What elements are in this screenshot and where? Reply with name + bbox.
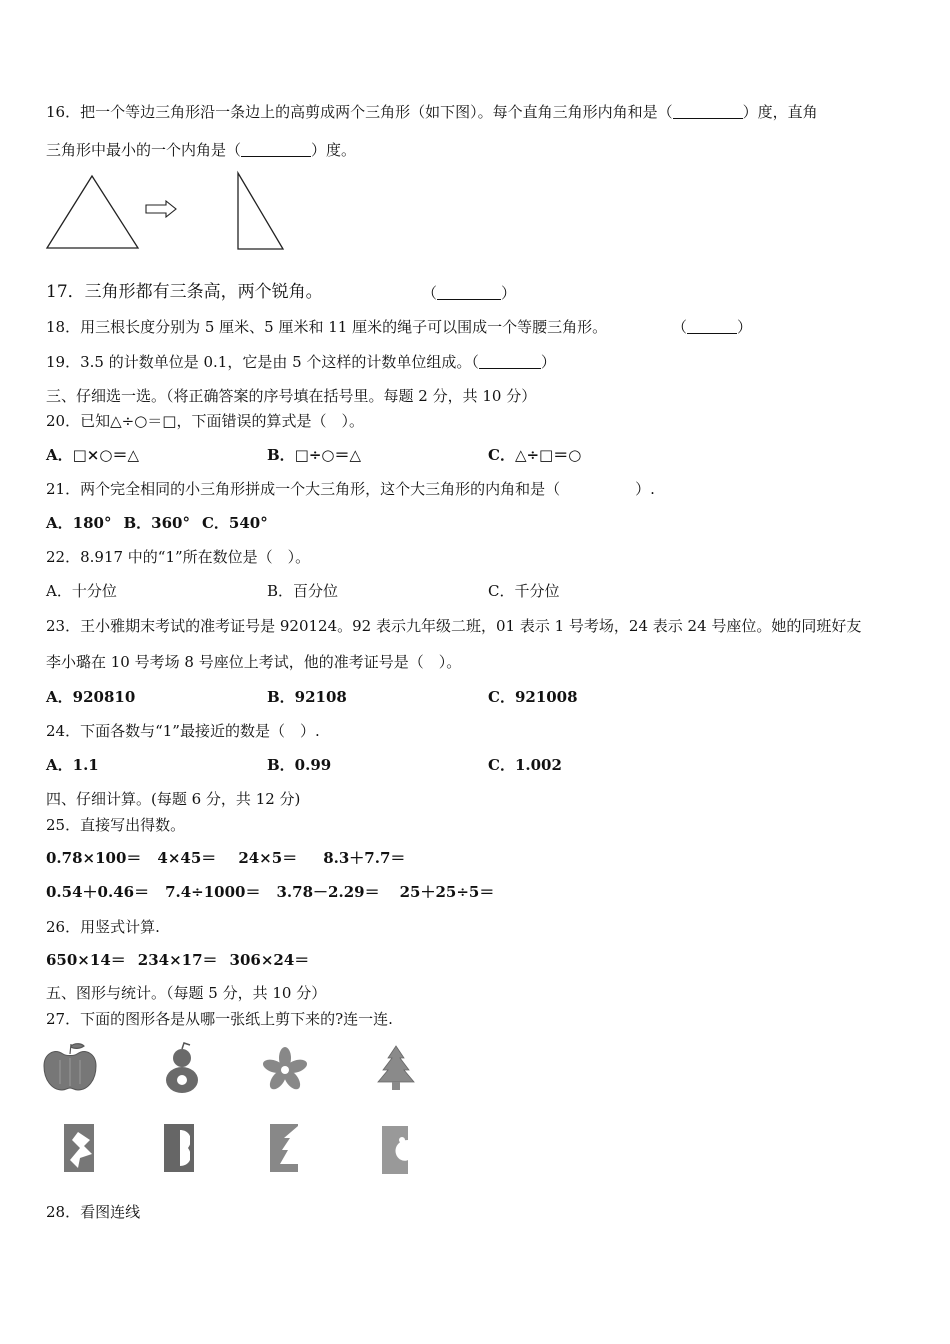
q17 [46, 282, 323, 302]
calc-item: 24×5＝ [238, 849, 298, 867]
q25-row1 [46, 848, 405, 868]
q16-text2-end: ）度。 [311, 141, 357, 159]
q16-text2: 三角形中最小的一个内角是（ [46, 141, 242, 159]
q17-blank[interactable] [437, 285, 501, 300]
q22-option-c[interactable]: C．千分位 [488, 582, 560, 600]
calc-item: 306×24＝ [229, 951, 310, 969]
q16-blank-1[interactable] [673, 104, 743, 119]
gourd-shape-icon[interactable] [166, 1043, 198, 1093]
q26: 26．用竖式计算. [46, 918, 160, 936]
q23-line1: 23．王小雅期末考试的准考证号是 920124。92 表示九年级二班，01 表示 1 号考场，24 表示 24 号座位。她的同班好友 [46, 617, 862, 635]
calc-item: 4×45＝ [157, 849, 217, 867]
q16-text-end: ）度，直角 [742, 103, 818, 121]
q21-option-c[interactable]: C．540° [201, 514, 268, 532]
q25: 25．直接写出得数。 [46, 816, 186, 834]
tree-shape-icon[interactable] [378, 1046, 414, 1090]
q19 [46, 352, 556, 372]
apple-shape-icon[interactable] [44, 1044, 96, 1090]
q21-option-a[interactable]: A．180° [46, 514, 112, 532]
q18 [46, 317, 607, 337]
q17-paren-close: ） [501, 284, 517, 302]
q17-text: 17．三角形都有三条高，两个锐角。 [46, 282, 323, 302]
q28: 28．看图连线 [46, 1203, 141, 1221]
q25-row2 [46, 882, 494, 902]
calc-item: 234×17＝ [137, 951, 218, 969]
q27-shapes-row [40, 1040, 440, 1100]
q17-paren-open: （ [422, 284, 438, 302]
section5-heading: 五、图形与统计。（每题 5 分，共 10 分） [46, 984, 327, 1002]
q22-option-b[interactable]: B．百分位 [267, 582, 339, 600]
q23-option-c[interactable]: C．921008 [488, 688, 578, 706]
q22-option-a[interactable]: A．十分位 [46, 582, 117, 600]
q16-line1 [46, 102, 818, 122]
right-triangle [238, 173, 283, 249]
q17-answer [422, 283, 516, 303]
paper-c-icon[interactable] [270, 1124, 298, 1172]
q18-paren-close: ） [737, 318, 753, 336]
calc-item: 25＋25÷5＝ [399, 883, 495, 901]
q24-option-b[interactable]: B．0.99 [267, 756, 332, 774]
q20-option-a[interactable]: A．□×○＝△ [46, 446, 140, 464]
flower-shape-icon[interactable] [261, 1047, 308, 1092]
q18-paren-open: （ [672, 318, 688, 336]
q21: 21．两个完全相同的小三角形拼成一个大三角形，这个大三角形的内角和是（ ）. [46, 480, 655, 498]
q24-option-a[interactable]: A．1.1 [46, 756, 99, 774]
calc-item: 7.4÷1000＝ [165, 883, 261, 901]
q16-line2 [46, 140, 356, 160]
q19-paren-close: ） [540, 353, 556, 371]
q21-options [46, 513, 268, 533]
calc-item: 650×14＝ [46, 951, 126, 969]
calc-item: 8.3＋7.7＝ [323, 849, 406, 867]
q18-answer [672, 317, 752, 337]
calc-item: 3.78－2.29＝ [276, 883, 380, 901]
paper-b-icon[interactable] [164, 1124, 194, 1172]
q22: 22．8.917 中的“1”所在数位是（ ）。 [46, 548, 311, 566]
q26-items [46, 950, 309, 970]
q16-figure [40, 168, 300, 258]
section3-heading: 三、仔细选一选。（将正确答案的序号填在括号里。每题 2 分，共 10 分） [46, 387, 537, 405]
q21-option-b[interactable]: B．360° [123, 514, 190, 532]
calc-item: 0.54＋0.46＝ [46, 883, 150, 901]
q20: 20．已知△÷○＝□，下面错误的算式是（ ）。 [46, 412, 364, 430]
q19-blank[interactable] [479, 354, 541, 369]
q18-text: 18．用三根长度分别为 5 厘米、5 厘米和 11 厘米的绳子可以围成一个等腰三角形。 [46, 318, 608, 336]
section4-heading: 四、仔细计算。(每题 6 分，共 12 分) [46, 790, 301, 808]
q16-text: 16．把一个等边三角形沿一条边上的高剪成两个三角形（如下图）。每个直角三角形内角和是（ [46, 103, 673, 121]
q20-option-b[interactable]: B．□÷○＝△ [267, 446, 362, 464]
q27: 27．下面的图形各是从哪一张纸上剪下来的?连一连. [46, 1010, 393, 1028]
q16-blank-2[interactable] [241, 142, 311, 157]
equilateral-triangle [47, 176, 138, 248]
arrow-right-icon [146, 201, 176, 217]
q23-line2: 李小璐在 10 号考场 8 号座位上考试，他的准考证号是（ ）。 [46, 653, 462, 671]
q20-option-c[interactable]: C．△÷□＝○ [488, 446, 582, 464]
q24: 24．下面各数与“1”最接近的数是（ ）. [46, 722, 320, 740]
calc-item: 0.78×100＝ [46, 849, 142, 867]
paper-d-icon[interactable] [382, 1126, 408, 1174]
q24-option-c[interactable]: C．1.002 [488, 756, 562, 774]
q19-text: 19．3.5 的计数单位是 0.1，它是由 5 个这样的计数单位组成。（ [46, 353, 479, 371]
q18-blank[interactable] [687, 319, 737, 334]
q23-option-a[interactable]: A．920810 [46, 688, 136, 706]
q23-option-b[interactable]: B．92108 [267, 688, 347, 706]
q27-papers-row [40, 1118, 440, 1178]
paper-a-icon[interactable] [64, 1124, 94, 1172]
